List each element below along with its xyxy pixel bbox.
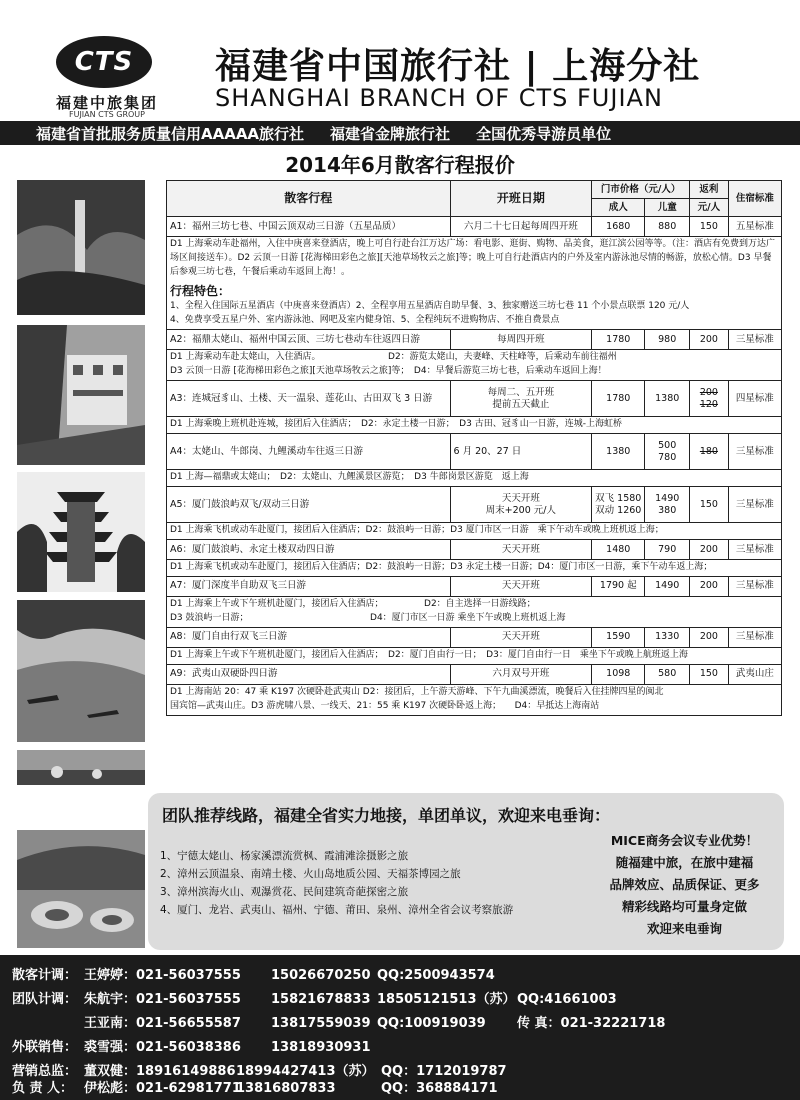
logo-english-name: FUJIAN CTS GROUP <box>68 110 145 119</box>
contact-row <box>12 1036 371 1055</box>
tour-hotel: 武夷山庄 <box>728 664 781 684</box>
photo-river <box>17 600 145 742</box>
tour-adult-price: 1780 <box>592 330 645 350</box>
tour-hotel: 三星标准 <box>728 487 781 523</box>
contact-name: 王婷婷： <box>84 968 137 983</box>
contact-phone: 021-56655587 <box>136 1016 241 1031</box>
tour-child-price: 790 <box>645 539 690 559</box>
tour-desc: D1 上海乘晚上班机赴连城，接团后入住酒店； D2：永定土楼一日游； D3 古田、冠豸山一日游，连城-上海虹桥 <box>167 417 782 434</box>
contact-qq: QQ：368884171 <box>381 1081 498 1096</box>
tour-desc-line: D3 云顶一日游 [花海梯田彩色之旅][天池草场牧云之旅]等； D4：早餐后游览三坊七巷，后乘动车返回上海！ <box>170 366 607 377</box>
photo-building <box>17 325 145 465</box>
photo-waterfall <box>17 180 145 315</box>
team-route-item: 1、宁德太姥山、杨家溪漂流赏枫、霞浦滩涂摄影之旅 <box>160 850 409 862</box>
tour-hotel: 三星标准 <box>728 627 781 647</box>
tour-adult-price: 双飞 1580 <box>595 492 642 504</box>
header-rebate-unit: 元/人 <box>690 199 729 217</box>
tour-adult-price: 1480 <box>592 539 645 559</box>
header-price: 门市价格（元/人） <box>592 181 690 199</box>
photo-tulou <box>17 830 145 948</box>
contact-mobile: 15821678833 <box>271 992 371 1007</box>
tour-row-a1 <box>167 217 782 237</box>
contact-label: 负 责 人： <box>12 1081 74 1096</box>
contact-label: 外联销售： <box>12 1040 78 1055</box>
tour-desc-a4 <box>167 470 782 487</box>
mice-line: 品牌效应、品质保证、更多 <box>609 877 760 892</box>
brand-title-en: SHANGHAI BRANCH OF CTS FUJIAN <box>215 84 663 112</box>
honor-1: 福建省首批服务质量信用AAAAA旅行社 <box>36 124 305 143</box>
tour-desc-line: 国宾馆—武夷山庄。D3 游虎啸八景、一线天、21：55 乘 K197 次硬卧卧返上海； D4：早抵达上海南站 <box>170 700 600 711</box>
mice-line: 随福建中旅，在旅中建福 <box>615 855 754 870</box>
tour-name: A7：厦门深度半自助双飞三日游 <box>167 576 451 596</box>
logo-text: CTS <box>74 47 134 77</box>
contact-mobile: 13817559039 <box>271 1016 371 1031</box>
header-date: 开班日期 <box>450 181 592 217</box>
tour-row-a8 <box>167 627 782 647</box>
tour-date: 6 月 20、27 日 <box>450 434 592 470</box>
tour-date: 六月双号开班 <box>450 664 592 684</box>
tour-rebate: 200 <box>690 576 729 596</box>
tour-name: A1：福州三坊七巷、中国云顶双动三日游（五星品质） <box>167 217 451 237</box>
logo-chinese-name: 福建中旅集团 <box>55 94 158 112</box>
contact-row <box>12 1077 498 1096</box>
team-route-item: 3、漳州滨海火山、观瀑赏花、民间建筑奇葩探密之旅 <box>160 886 409 898</box>
page-title: 2014年6月散客行程报价 <box>285 153 515 177</box>
contact-mobile: 13818930931 <box>271 1040 371 1055</box>
team-route-item: 4、厦门、龙岩、武夷山、福州、宁德、莆田、泉州、漳州全省会议考察旅游 <box>160 904 514 916</box>
tour-rebate: 200 <box>690 539 729 559</box>
tour-row-a9 <box>167 664 782 684</box>
tour-price-table <box>166 180 782 716</box>
mice-promo <box>582 830 787 940</box>
tour-name: A3：连城冠豸山、土楼、天一温泉、莲花山、古田双飞 3 日游 <box>167 381 451 417</box>
tour-adult-price: 1590 <box>592 627 645 647</box>
contact-phone: 021-62981771 <box>136 1081 241 1096</box>
tour-desc-a7 <box>167 596 782 627</box>
tour-desc-a3 <box>167 417 782 434</box>
tour-desc: D1 上海乘动车赴福州，入住中庚喜来登酒店，晚上可自行赴台江万达广场：看电影、逛街、购物、品美食，逛江滨公园等等。（注：酒店有免费到万达广场区间接送车）。D2 云顶一日游 [花海梯田彩色之旅][天池草场牧云之旅]等；晚上可自行赴酒店内的户外及室内游泳池尽情的畅游，放松心情。D3 早餐后参观三坊七巷，午餐后乘动车返回上海！。 <box>170 239 776 277</box>
tour-date: 天天开班 <box>450 627 592 647</box>
tour-name: A5：厦门鼓浪屿双飞/双动三日游 <box>167 487 451 523</box>
tour-date: 六月二十七日起每周四开班 <box>450 217 592 237</box>
tour-row-a5 <box>167 487 782 523</box>
contact-name: 董双健： <box>84 1064 137 1079</box>
tour-desc-a1 <box>167 237 782 330</box>
tour-rebate: 200 <box>690 330 729 350</box>
tour-rebate: 150 <box>690 217 729 237</box>
tour-rebate: 200 <box>699 386 718 398</box>
tour-hotel: 四星标准 <box>728 381 781 417</box>
tour-desc-a6 <box>167 559 782 576</box>
tour-adult-price-alt: 双动 1260 <box>595 504 642 516</box>
photo-village <box>17 750 145 785</box>
contact-row <box>12 964 495 983</box>
tour-rebate: 150 <box>690 664 729 684</box>
tour-desc-a8 <box>167 647 782 664</box>
honor-3: 全国优秀导游员单位 <box>476 124 612 143</box>
tour-date-note: 提前五天截止 <box>492 398 550 410</box>
tour-rebate: 200 <box>690 627 729 647</box>
tour-hotel: 三星标准 <box>728 539 781 559</box>
contact-mobile: 13816807833 <box>236 1081 336 1096</box>
header-rebate: 返利 <box>690 181 729 199</box>
contact-qq: QQ:41661003 <box>517 992 617 1007</box>
contact-fax: 传 真：021-32221718 <box>517 1016 666 1031</box>
tour-child-price: 980 <box>645 330 690 350</box>
contact-name: 朱航宇： <box>84 992 137 1007</box>
tour-desc-line: D1 上海乘动车赴太姥山，入住酒店。 D2：游览太姥山，夫妻峰、天柱峰等，后乘动车前往福州 <box>170 352 617 363</box>
tour-desc-a5 <box>167 523 782 540</box>
tour-row-a2 <box>167 330 782 350</box>
tour-desc-a2 <box>167 350 782 381</box>
header-hotel: 住宿标准 <box>728 181 781 217</box>
tour-adult-price: 1790 起 <box>592 576 645 596</box>
tour-adult-price: 1380 <box>592 434 645 470</box>
tour-date: 天天开班 <box>501 492 540 504</box>
tour-desc: D1 上海乘飞机或动车赴厦门，接团后入住酒店；D2：鼓浪屿一日游；D3 永定土楼一日游；D4：厦门市区一日游，乘下午动车返上海； <box>167 559 782 576</box>
contact-row <box>12 1012 665 1031</box>
contact-panel <box>0 955 800 1100</box>
tour-desc: D1 上海乘上午或下午班机赴厦门，接团后入住酒店； D2：厦门自由行一日； D3：厦门自由行一日 乘坐下午或晚上航班返上海 <box>167 647 782 664</box>
contact-name: 伊松彪： <box>84 1081 137 1096</box>
contact-qq: QQ:100919039 <box>377 1016 486 1031</box>
tour-child-price: 1490 <box>645 576 690 596</box>
contact-name: 裘雪强： <box>84 1040 137 1055</box>
mice-line: MICE商务会议专业优势！ <box>610 833 759 848</box>
feature-line: 4、免费享受五星户外、室内游泳池、网吧及室内健身馆、5、全程纯玩不进购物店、不推自费景点 <box>170 315 560 326</box>
tour-row-a3 <box>167 381 782 417</box>
tour-row-a6 <box>167 539 782 559</box>
tour-hotel: 三星标准 <box>728 330 781 350</box>
tour-hotel: 五星标准 <box>728 217 781 237</box>
tour-desc-line: D3 鼓浪屿一日游； D4：厦门市区一日游 乘坐下午或晚上班机返上海 <box>170 612 566 623</box>
contact-label: 营销总监： <box>12 1064 78 1079</box>
tour-desc-a9 <box>167 684 782 715</box>
tour-date-note: 周末+200 元/人 <box>485 504 556 516</box>
photo-pagoda <box>17 472 145 592</box>
honors-bar <box>0 121 800 145</box>
tour-row-a7 <box>167 576 782 596</box>
tour-rebate: 180 <box>690 434 729 470</box>
tour-name: A9：武夷山双硬卧四日游 <box>167 664 451 684</box>
tour-date: 每周四开班 <box>450 330 592 350</box>
team-title: 团队推荐线路，福建全省实力地接，单团单议，欢迎来电垂询： <box>162 806 611 825</box>
contact-mobile-2: 18505121513（苏） <box>377 992 516 1007</box>
tour-child-price: 1380 <box>645 381 690 417</box>
tour-date: 每周二、五开班 <box>487 386 555 398</box>
brand-title-cn: 福建省中国旅行社 | 上海分社 <box>215 46 701 87</box>
tour-adult-price: 1780 <box>592 381 645 417</box>
team-route-item: 2、漳州云顶温泉、南靖土楼、火山岛地质公园、天福茶博园之旅 <box>160 868 461 880</box>
mice-line: 欢迎来电垂询 <box>646 921 722 936</box>
contact-qq: QQ:2500943574 <box>377 968 495 983</box>
header-route: 散客行程 <box>167 181 451 217</box>
tour-name: A2：福鼎太姥山、福州中国云顶、三坊七巷动车往返四日游 <box>167 330 451 350</box>
header-child: 儿童 <box>645 199 690 217</box>
tour-row-a4 <box>167 434 782 470</box>
contact-mobile: 18916149886 <box>136 1064 236 1079</box>
features-title: 行程特色： <box>170 283 231 298</box>
contact-qq: QQ：1712019787 <box>381 1064 507 1079</box>
tour-child-price: 1330 <box>645 627 690 647</box>
team-route-list <box>160 847 513 919</box>
tour-date: 天天开班 <box>450 576 592 596</box>
tour-name: A4：太姥山、牛郎岗、九鲤溪动车往返三日游 <box>167 434 451 470</box>
tour-desc-line: D1 上海乘上午或下午班机赴厦门，接团后入住酒店； D2：自主选择一日游线路； <box>170 598 536 609</box>
tour-name: A8：厦门自由行双飞三日游 <box>167 627 451 647</box>
tour-hotel: 三星标准 <box>728 434 781 470</box>
tour-rebate-alt: 120 <box>699 398 718 410</box>
tour-child-price-alt: 380 <box>658 504 677 516</box>
contact-phone: 021-56037555 <box>136 992 241 1007</box>
header-adult: 成人 <box>592 199 645 217</box>
tour-hotel: 三星标准 <box>728 576 781 596</box>
tour-desc-line: D1 上海南站 20：47 乘 K197 次硬卧赴武夷山 D2：接团后，上午游天游峰、下午九曲溪漂流，晚餐后入住挂牌四星的闽北 <box>170 686 664 697</box>
contact-phone: 021-56038386 <box>136 1040 241 1055</box>
feature-line: 1、全程入住国际五星酒店（中庚喜来登酒店）2、全程享用五星酒店自助早餐、3、独家赠送三坊七巷 11 个小景点联票 120 元/人 <box>170 301 690 312</box>
tour-name: A6：厦门鼓浪屿、永定土楼双动四日游 <box>167 539 451 559</box>
contact-mobile-2: 18994427413（苏） <box>236 1064 375 1079</box>
honor-2: 福建省金牌旅行社 <box>330 124 451 143</box>
tour-rebate: 150 <box>690 487 729 523</box>
tour-adult-price: 1680 <box>592 217 645 237</box>
contact-label: 团队计调： <box>12 992 78 1007</box>
tour-date: 天天开班 <box>450 539 592 559</box>
tour-child-price: 580 <box>645 664 690 684</box>
contact-label: 散客计调： <box>12 968 78 983</box>
contact-row <box>12 988 617 1007</box>
tour-desc: D1 上海—福鼎或太姥山； D2：太姥山、九鲤溪景区游览； D3 牛郎岗景区游览 返上海 <box>167 470 782 487</box>
tour-child-price: 1490 <box>655 492 680 504</box>
contact-name: 王亚南： <box>84 1016 137 1031</box>
tour-child-price: 500 <box>658 439 677 451</box>
tour-child-price-alt: 780 <box>658 451 677 463</box>
mice-line: 精彩线路均可量身定做 <box>621 899 747 914</box>
tour-child-price: 880 <box>645 217 690 237</box>
cts-logo <box>56 36 152 88</box>
contact-phone: 021-56037555 <box>136 968 241 983</box>
tour-adult-price: 1098 <box>592 664 645 684</box>
tour-desc: D1 上海乘飞机或动车赴厦门，接团后入住酒店；D2：鼓浪屿一日游；D3 厦门市区一日游 乘下午动车或晚上班机返上海； <box>167 523 782 540</box>
contact-mobile: 15026670250 <box>271 968 371 983</box>
